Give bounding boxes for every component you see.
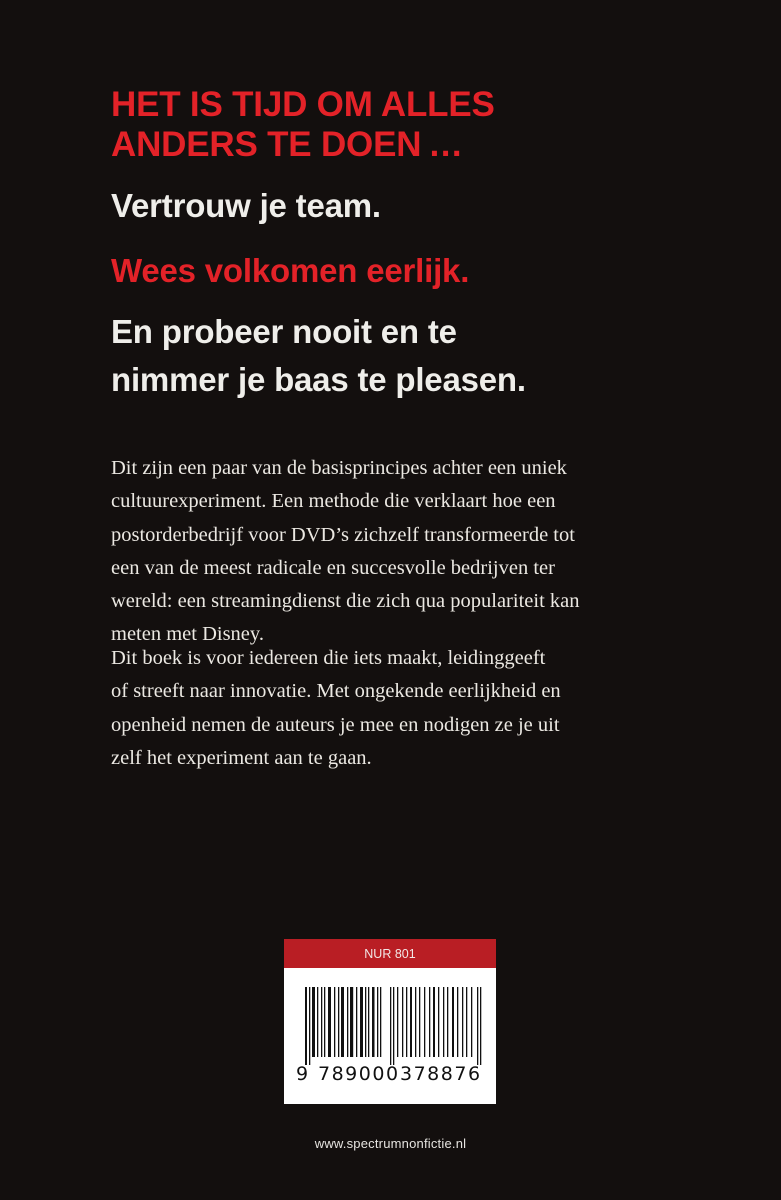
blurb-line: wereld: een streamingdienst die zich qua populariteit kan <box>111 590 580 613</box>
blurb-line: Dit zijn een paar van de basisprincipes achter een uniek <box>111 457 567 479</box>
headline-never-please-boss <box>111 308 526 404</box>
headline-trust-team: Vertrouw je team. <box>111 187 381 224</box>
nur-code-label: NUR 801 <box>284 939 496 968</box>
blurb-line: Dit boek is voor iedereen die iets maakt, leidinggeeft <box>111 647 546 669</box>
isbn-group-1: 789000 <box>318 1063 400 1085</box>
blurb-line: cultuurexperiment. Een methode die verklaart hoe een <box>111 490 556 513</box>
blurb-line: een van de meest radicale en succesvolle bedrijven ter <box>111 556 555 579</box>
headline-never-please-boss-line-2: nimmer je baas te pleasen. <box>111 361 526 398</box>
isbn-barcode-box <box>284 939 496 1104</box>
headline-tagline-line-2: ANDERS TE DOEN … <box>111 125 463 164</box>
headline-be-honest: Wees volkomen eerlijk. <box>111 252 470 289</box>
blurb-line: postorderbedrijf voor DVD’s zichzelf transformeerde tot <box>111 523 575 546</box>
blurb-line: zelf het experiment aan te gaan. <box>111 746 372 769</box>
headline-tagline-line-1: HET IS TIJD OM ALLES <box>111 85 495 124</box>
isbn-group-2: 378876 <box>400 1063 482 1085</box>
blurb-line: of streeft naar innovatie. Met ongekende eerlijkheid en <box>111 680 561 703</box>
blurb-line: meten met Disney. <box>111 623 264 646</box>
headline-tagline <box>111 85 495 165</box>
publisher-website: www.spectrumnonfictie.nl <box>314 1136 467 1151</box>
isbn-number <box>296 1063 486 1087</box>
headline-never-please-boss-line-1: En probeer nooit en te <box>111 313 457 350</box>
isbn-prefix-digit: 9 <box>296 1063 309 1085</box>
blurb-line: openheid nemen de auteurs je mee en nodigen ze je uit <box>111 713 560 736</box>
blurb-paragraph-1 <box>111 452 671 652</box>
blurb-paragraph-2 <box>111 642 671 775</box>
barcode-icon <box>305 987 482 1065</box>
